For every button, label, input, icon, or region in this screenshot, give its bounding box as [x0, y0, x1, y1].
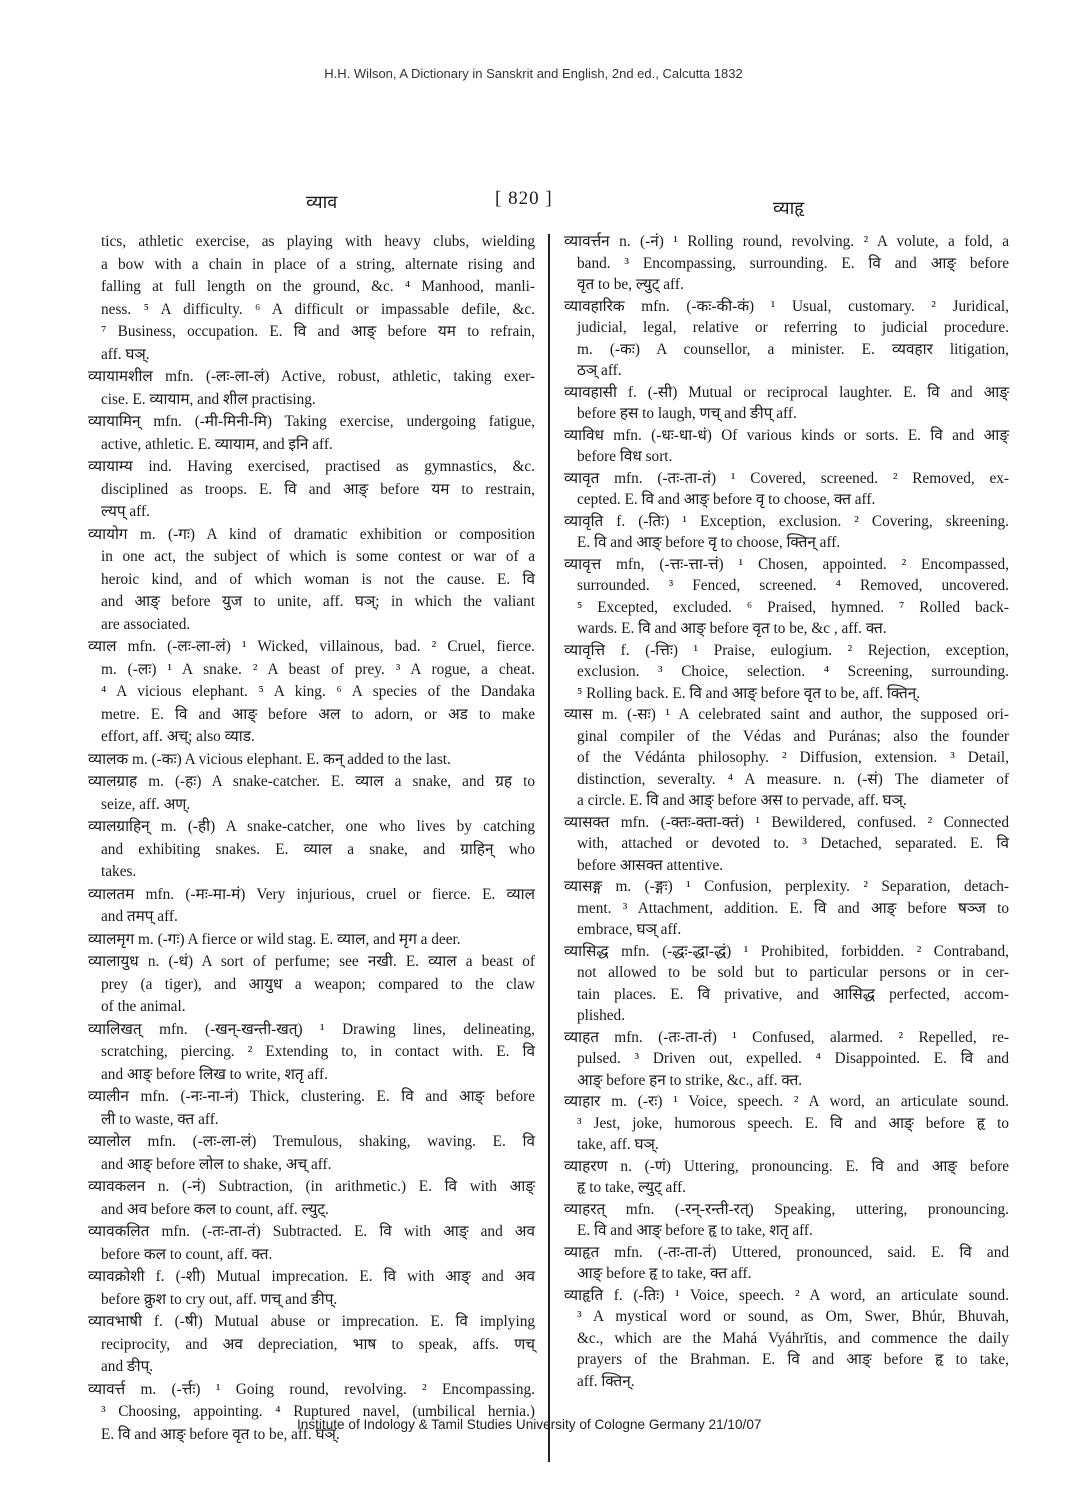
dictionary-entry	[564, 1199, 1009, 1242]
entry-line: exclusion. ³ Choice, selection. ⁴ Screening, surrounding.	[577, 663, 1009, 680]
dictionary-entry	[564, 425, 1009, 468]
entry-headline: व्याहार m. (-रः) ¹ Voice, speech. ² A word, an articulate sound.	[564, 1093, 1009, 1110]
dictionary-entry	[88, 771, 535, 816]
entry-headline: व्यावर्त्तन n. (-नं) ¹ Rolling round, revolving. ² A volute, a fold, a	[564, 233, 1009, 250]
dictionary-entry	[564, 1027, 1009, 1092]
entry-line: judicial, legal, relative or referring to judicial procedure.	[577, 319, 1009, 336]
entry-line: seize, aff. अण्.	[101, 795, 191, 813]
column-divider	[548, 234, 550, 1462]
entry-headline: व्यासक्त mfn. (-क्तः-क्ता-क्तं) ¹ Bewildered, confused. ² Connected	[564, 813, 1009, 831]
entry-headline: व्यालोल mfn. (-लः-ला-लं) Tremulous, shaking, waving. E. वि	[88, 1133, 535, 1150]
entry-line: take, aff. घञ्.	[577, 1136, 659, 1153]
entry-headline: व्यावृत mfn. (-तः-ता-तं) ¹ Covered, screened. ² Removed, ex-	[564, 469, 1009, 487]
entry-line: ल्यप् aff.	[101, 503, 150, 520]
entry-line: cise. E. व्यायाम, and शील practising.	[101, 390, 316, 408]
entry-headline: व्यावक्रोशी f. (-शी) Mutual imprecation. E. वि with आङ् and अव	[88, 1268, 535, 1285]
page-number: [ 820 ]	[495, 188, 553, 209]
entry-line: plished.	[577, 1007, 626, 1024]
entry-line: a bow with a chain in place of a string, alternate rising and	[101, 255, 535, 273]
dictionary-entry	[564, 812, 1009, 877]
entry-line: E. वि and आङ् before वृत to be, aff. घञ्.	[101, 1425, 340, 1443]
entry-headline: व्याहरत् mfn. (-रन्-रन्ती-रत्) Speaking, uttering, pronouncing.	[564, 1200, 1009, 1218]
entry-headline: व्यालतम mfn. (-मः-मा-मं) Very injurious, cruel or fierce. E. व्याल	[88, 885, 535, 903]
dictionary-entry	[88, 1311, 535, 1379]
dictionary-entry	[564, 704, 1009, 812]
dictionary-entry	[88, 1086, 535, 1131]
entry-headline: व्यालग्राह m. (-हः) A snake-catcher. E. व्याल a snake, and ग्रह to	[88, 773, 535, 790]
dictionary-entry	[88, 456, 535, 524]
entry-headline: व्यालिखत् mfn. (-खन्-खन्ती-खत्) ¹ Drawing lines, delineating,	[88, 1020, 535, 1038]
entry-line: heroic kind, and of which woman is not the cause. E. वि	[101, 570, 535, 588]
entry-line: ली to waste, क्त aff.	[101, 1110, 219, 1128]
dictionary-entry	[88, 1379, 535, 1447]
entry-line: ment. ³ Attachment, addition. E. वि and आङ् before षञ्ज to	[577, 899, 1009, 917]
entry-headline: व्यासिद्ध mfn. (-द्धः-द्धा-द्धं) ¹ Prohibited, forbidden. ² Contraband,	[564, 942, 1009, 960]
dictionary-entry	[88, 816, 535, 884]
entry-headline: व्यायामशील mfn. (-लः-ला-लं) Active, robust, athletic, taking exer-	[88, 368, 535, 385]
entry-line: before क्रुश to cry out, aff. णच् and ङीप्.	[101, 1290, 338, 1308]
entry-line: before हस to laugh, णच् and ङीप् aff.	[577, 405, 797, 422]
entry-line: embrace, घञ् aff.	[577, 921, 682, 938]
entry-headline: व्याल mfn. (-लः-ला-लं) ¹ Wicked, villainous, bad. ² Cruel, fierce.	[88, 638, 535, 655]
dictionary-entry	[88, 951, 535, 1019]
entry-line: pulsed. ³ Driven out, expelled. ⁴ Disappointed. E. वि and	[577, 1050, 1009, 1067]
dictionary-entry	[564, 468, 1009, 511]
entry-line: tics, athletic exercise, as playing with heavy clubs, wielding	[101, 233, 535, 250]
dictionary-entry	[564, 1091, 1009, 1156]
entry-headline: व्यालायुध n. (-धं) A sort of perfume; see नखी. E. व्याल a beast of	[88, 953, 535, 970]
entry-line: surrounded. ³ Fenced, screened. ⁴ Removed, uncovered.	[577, 577, 1009, 594]
dictionary-entry	[564, 1242, 1009, 1285]
dictionary-entry	[564, 941, 1009, 1027]
entry-headline: व्याहरण n. (-णं) Uttering, pronouncing. E. वि and आङ् before	[564, 1157, 1009, 1175]
dictionary-entry	[88, 929, 535, 952]
running-head-left: व्याव	[306, 192, 338, 212]
entry-line: prayers of the Brahman. E. वि and आङ् before हृ to take,	[577, 1351, 1009, 1368]
entry-headline: व्यावहासी f. (-सी) Mutual or reciprocal laughter. E. वि and आङ्	[564, 383, 1009, 401]
entry-headline: व्यालमृग m. (-गः) A fierce or wild stag. E. व्याल, and मृग a deer.	[88, 930, 461, 948]
entry-line: wards. E. वि and आङ् before वृत to be, &c , aff. क्त.	[577, 620, 887, 637]
entry-line: effort, aff. अच्; also व्याड.	[101, 728, 255, 745]
dictionary-entry	[564, 554, 1009, 640]
entry-headline: व्यायामिन् mfn. (-मी-मिनी-मि) Taking exercise, undergoing fatigue,	[88, 413, 535, 430]
entry-line: आङ् before हन to strike, &c., aff. क्त.	[577, 1071, 803, 1089]
entry-line: takes.	[101, 863, 137, 880]
entry-line: ness. ⁵ A difficulty. ⁶ A difficult or impassable defile, &c.	[101, 300, 535, 318]
entry-headline: व्यायोग m. (-गः) A kind of dramatic exhibition or composition	[88, 525, 535, 543]
entry-headline: व्यावहारिक mfn. (-कः-की-कं) ¹ Usual, customary. ² Juridical,	[564, 297, 1009, 315]
entry-line: aff. क्तिन्.	[577, 1372, 635, 1390]
entry-line: prey (a tiger), and आयुध a weapon; compared to the claw	[101, 975, 535, 993]
entry-line: tain places. E. वि privative, and आसिद्ध perfected, accom-	[577, 985, 1009, 1003]
dictionary-entry	[88, 1019, 535, 1087]
entry-line: ठञ् aff.	[577, 362, 622, 379]
entry-line: and आङ् before लिख to write, शतृ aff.	[101, 1065, 328, 1083]
entry-line: cepted. E. वि and आङ् before वृ to choose, क्त aff.	[577, 491, 876, 508]
dictionary-entry	[564, 640, 1009, 705]
entry-headline: व्यालीन mfn. (-नः-ना-नं) Thick, clustering. E. वि and आङ् before	[88, 1088, 535, 1105]
entry-headline: व्यासङ्ग m. (-ङ्गः) ¹ Confusion, perplexity. ² Separation, detach-	[564, 878, 1009, 895]
dictionary-entry	[88, 884, 535, 929]
entry-line: of the animal.	[101, 998, 186, 1015]
entry-line: and आङ् before युज to unite, aff. घञ्; in which the valiant	[101, 593, 535, 610]
source-citation: H.H. Wilson, A Dictionary in Sanskrit and English, 2nd ed., Calcutta 1832	[324, 66, 743, 81]
entry-line: reciprocity, and अव depreciation, भाष to speak, affs. णच्	[101, 1335, 535, 1353]
entry-line: आङ् before हृ to take, क्त aff.	[577, 1265, 752, 1282]
entry-line: distinction, severalty. ⁴ A measure. n. (-सं) The diameter of	[577, 770, 1009, 788]
entry-line: scratching, piercing. ² Extending to, in contact with. E. वि	[101, 1043, 535, 1060]
dictionary-entry	[564, 296, 1009, 382]
entry-line: with, attached or devoted to. ³ Detached, separated. E. वि	[577, 835, 1009, 852]
entry-line: in one act, the subject of which is some contest or war of a	[101, 548, 535, 565]
entry-headline: व्यालक m. (-कः) A vicious elephant. E. कन् added to the last.	[88, 750, 451, 768]
entry-line: and ङीप्.	[101, 1358, 154, 1375]
entry-line: and exhibiting snakes. E. व्याल a snake, and ग्राहिन् who	[101, 840, 535, 858]
entry-line: disciplined as troops. E. वि and आङ् before यम to restrain,	[101, 480, 535, 498]
right-column	[564, 231, 1009, 1392]
entry-line: of the Védánta philosophy. ² Diffusion, extension. ³ Detail,	[577, 749, 1009, 766]
running-head-right: व्याहृ	[773, 198, 805, 218]
entry-headline: व्यावृत्ति f. (-त्तिः) ¹ Praise, eulogium. ² Rejection, exception,	[564, 641, 1009, 659]
entry-line: falling at full length on the ground, &c. ⁴ Manhood, manli-	[101, 278, 535, 295]
entry-headline: व्यावकलित mfn. (-तः-ता-तं) Subtracted. E. वि with आङ् and अव	[88, 1223, 535, 1240]
entry-line: ⁵ Rolling back. E. वि and आङ् before वृत to be, aff. क्तिन्.	[577, 684, 921, 702]
entry-line: E. वि and आङ् before वृ to choose, क्तिन् aff.	[577, 534, 841, 551]
entry-line: metre. E. वि and आङ् before अल to adorn, or अड to make	[101, 705, 535, 723]
dictionary-entry	[88, 411, 535, 456]
entry-headline: व्यावर्त्त m. (-र्त्तः) ¹ Going round, revolving. ² Encompassing.	[88, 1380, 535, 1398]
entry-line: before कल to count, aff. क्त.	[101, 1245, 273, 1263]
entry-line: ⁷ Business, occupation. E. वि and आङ् before यम to refrain,	[101, 323, 535, 340]
entry-headline: व्याहृत mfn. (-तः-ता-तं) Uttered, pronounced, said. E. वि and	[564, 1243, 1009, 1261]
entry-line: active, athletic. E. व्यायाम, and इनि aff.	[101, 435, 333, 453]
entry-line: are associated.	[101, 615, 191, 633]
entry-headline: व्यायाम्य ind. Having exercised, practised as gymnastics, &c.	[88, 458, 535, 475]
entry-line: and आङ् before लोल to shake, अच् aff.	[101, 1155, 332, 1173]
entry-headline: व्याहत mfn. (-तः-ता-तं) ¹ Confused, alarmed. ² Repelled, re-	[564, 1028, 1009, 1046]
dictionary-entry	[88, 1266, 535, 1311]
institution-footer: Institute of Indology & Tamil Studies University of Cologne Germany 21/10/07	[297, 1417, 762, 1432]
entry-line: ³ Jest, joke, humorous speech. E. वि and आङ् before हृ to	[577, 1114, 1009, 1132]
left-column	[88, 231, 535, 1446]
entry-line: band. ³ Encompassing, surrounding. E. वि and आङ् before	[577, 254, 1009, 272]
dictionary-entry	[88, 636, 535, 749]
entry-line: ⁴ A vicious elephant. ⁵ A king. ⁶ A species of the Dandaka	[101, 683, 535, 700]
dictionary-entry	[88, 366, 535, 411]
dictionary-entry	[88, 1221, 535, 1266]
entry-line: not allowed to be sold but to particular persons or in cer-	[577, 964, 1009, 981]
entry-headline: व्यावकलन n. (-नं) Subtraction, (in arithmetic.) E. वि with आङ्	[88, 1178, 535, 1195]
entry-line: वृत to be, ल्युट् aff.	[577, 276, 684, 293]
entry-line: m. (-लः) ¹ A snake. ² A beast of prey. ³ A rogue, a cheat.	[101, 660, 535, 678]
dictionary-entry	[88, 524, 535, 637]
entry-line: before आसक्त attentive.	[577, 856, 724, 874]
dictionary-entry	[564, 876, 1009, 941]
entry-headline: व्यालग्राहिन् m. (-ही) A snake-catcher, one who lives by catching	[88, 818, 535, 835]
dictionary-entry	[88, 1176, 535, 1221]
entry-line: &c., which are the Mahá Vyáhrĭtis, and commence the daily	[577, 1329, 1009, 1347]
dictionary-entry	[88, 231, 535, 366]
dictionary-entry	[564, 231, 1009, 296]
entry-line: a circle. E. वि and आङ् before अस to pervade, aff. घञ्.	[577, 792, 907, 809]
entry-line: हृ to take, ल्युट् aff.	[577, 1179, 687, 1196]
entry-line: and तमप् aff.	[101, 908, 178, 925]
entry-headline: व्यावृत्त mfn, (-त्तः-त्ता-त्तं) ¹ Chosen, appointed. ² Encompassed,	[564, 555, 1009, 573]
entry-line: m. (-कः) A counsellor, a minister. E. व्यवहार litigation,	[577, 340, 1009, 358]
entry-headline: व्याविध mfn. (-धः-धा-धं) Of various kinds or sorts. E. वि and आङ्	[564, 426, 1009, 444]
entry-line: ³ Choosing, appointing. ⁴ Ruptured navel, (umbilical hernia.)	[101, 1403, 535, 1420]
dictionary-entry	[88, 1131, 535, 1176]
dictionary-entry	[88, 749, 535, 772]
entry-line: aff. घञ्.	[101, 345, 150, 363]
entry-line: ³ A mystical word or sound, as Om, Swer, Bhúr, Bhuvah,	[577, 1308, 1009, 1325]
dictionary-entry	[564, 1156, 1009, 1199]
entry-headline: व्यावभाषी f. (-षी) Mutual abuse or imprecation. E. वि implying	[88, 1313, 535, 1330]
dictionary-entry	[564, 511, 1009, 554]
entry-line: ginal compiler of the Védas and Puránas; also the founder	[577, 727, 1009, 745]
entry-headline: व्यास m. (-सः) ¹ A celebrated saint and author, the supposed ori-	[564, 706, 1009, 723]
entry-line: before विध sort.	[577, 448, 673, 465]
entry-line: ⁵ Excepted, excluded. ⁶ Praised, hymned. ⁷ Rolled back-	[577, 598, 1009, 616]
dictionary-entry	[564, 382, 1009, 425]
entry-headline: व्यावृति f. (-तिः) ¹ Exception, exclusion. ² Covering, skreening.	[564, 512, 1009, 530]
entry-line: E. वि and आङ् before हृ to take, शतृ aff.	[577, 1222, 813, 1239]
dictionary-entry	[564, 1285, 1009, 1393]
entry-headline: व्याहृति f. (-तिः) ¹ Voice, speech. ² A word, an articulate sound.	[564, 1286, 1009, 1304]
entry-line: and अव before कल to count, aff. ल्युट्.	[101, 1200, 329, 1218]
